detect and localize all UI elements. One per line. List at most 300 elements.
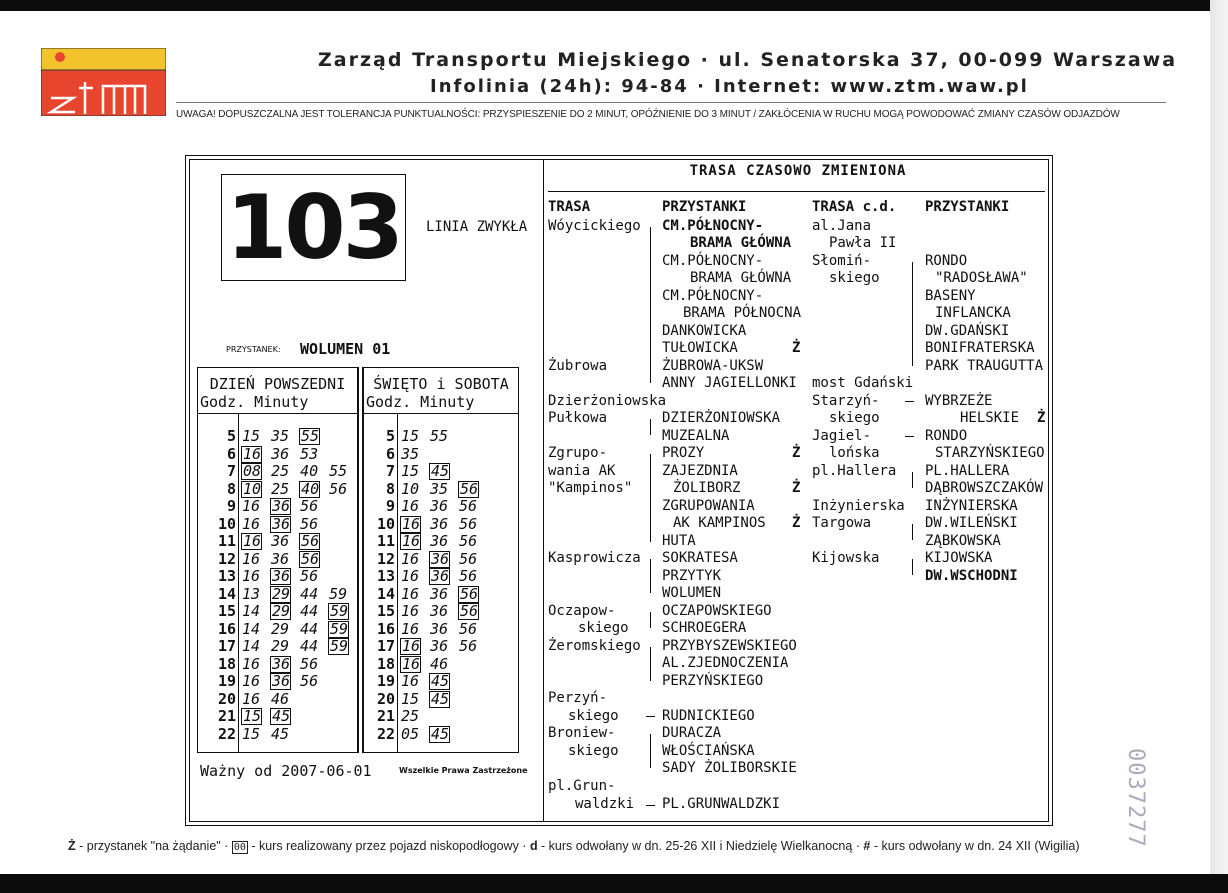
header-divider [176, 102, 1166, 103]
minute: 16 [401, 567, 420, 585]
departure-hour: 17 [376, 637, 395, 655]
route-street: skiego [568, 743, 619, 759]
legend-box-symbol: 00 [233, 842, 246, 853]
route-title: TRASA CZASOWO ZMIENIONA [689, 163, 907, 179]
route-stop: SOKRATESA [662, 550, 738, 566]
route-street: Dzierżoniowska [548, 393, 667, 409]
minute: 29 [271, 637, 290, 655]
departure-row [364, 568, 518, 586]
departure-row [364, 428, 518, 446]
route-col1-street-header: TRASA [548, 199, 591, 215]
route-stop: AK KAMPINOS [673, 515, 766, 531]
route-stop: HELSKIE [960, 410, 1020, 426]
minute: 16 [242, 689, 261, 708]
departure-hour: 6 [385, 444, 395, 463]
serial-number: 0037277 [1123, 748, 1148, 848]
minute: 16 [401, 549, 420, 568]
low-floor-minute: 16 [402, 654, 421, 673]
route-stop: SCHROEGERA [662, 620, 747, 636]
header-infoline: Infolinia (24h): 94-84 · Internet: www.ztm.waw.pl [430, 76, 1029, 97]
low-floor-minute: 56 [460, 584, 479, 603]
route-street: Starzyń- [812, 393, 880, 409]
route-street: Kasprowicza [548, 550, 641, 566]
minute: 15 [242, 724, 261, 743]
route-street: Wóycickiego [548, 218, 641, 234]
departure-row [198, 621, 357, 639]
minute: 40 [300, 462, 319, 480]
route-dash [905, 436, 914, 437]
route-stop: STARZYŃSKIEGO [935, 445, 1045, 461]
departure-hour: 22 [217, 724, 236, 743]
departure-hour: 5 [385, 427, 395, 445]
legend [68, 839, 1079, 854]
departure-minutes [241, 463, 357, 481]
route-connector [650, 419, 651, 435]
route-stop: ZAJEZDNIA [662, 463, 738, 479]
departure-minutes [400, 638, 487, 656]
minute: 25 [271, 462, 290, 480]
route-stop: WOLUMEN [662, 585, 722, 601]
departure-minutes [400, 603, 487, 621]
route-stop: BRAMA GŁÓWNA [690, 270, 792, 286]
route-stop: PL.HALLERA [925, 463, 1010, 479]
departure-hour: 11 [376, 532, 395, 550]
minute: 46 [271, 689, 290, 708]
low-floor-minute: 36 [272, 497, 291, 515]
departure-hour: 10 [376, 514, 395, 533]
departure-minutes [241, 656, 328, 674]
on-request-marker: Ż [792, 445, 801, 461]
minute: 59 [329, 584, 348, 603]
departure-row [198, 691, 357, 709]
low-floor-minute: 16 [402, 637, 421, 655]
route-connector [650, 454, 651, 542]
departure-row [198, 498, 357, 516]
minute: 36 [430, 602, 449, 620]
departure-hour: 8 [226, 479, 236, 498]
route-dash [646, 805, 655, 806]
departure-row [364, 516, 518, 534]
departure-hour: 14 [376, 584, 395, 603]
low-floor-minute: 10 [243, 479, 262, 498]
route-street: "Kampinos" [548, 480, 633, 496]
departure-row [198, 463, 357, 481]
weekday-title: DZIEŃ POWSZEDNI [209, 375, 346, 393]
departure-minutes [241, 516, 328, 534]
low-floor-minute: 56 [460, 602, 479, 620]
low-floor-minute: 56 [301, 532, 320, 550]
minute: 36 [271, 532, 290, 550]
route-stop: TUŁOWICKA [662, 340, 738, 356]
route-stop: RONDO [925, 428, 968, 444]
route-street: waldzki [575, 796, 635, 812]
departure-row [364, 533, 518, 551]
route-street: Zgrupo- [548, 445, 608, 461]
route-street: pl.Grun- [548, 778, 616, 794]
route-connector [650, 647, 651, 681]
departure-row [198, 428, 357, 446]
low-floor-minute: 45 [431, 689, 450, 708]
minute: 14 [242, 637, 261, 655]
departure-row [364, 638, 518, 656]
low-floor-minute: 16 [243, 532, 262, 550]
minute: 16 [242, 567, 261, 585]
low-floor-minute: 36 [431, 567, 450, 585]
weekday-subtitle: Godz. Minuty [200, 393, 309, 411]
minute: 56 [459, 567, 478, 585]
route-title-rule [548, 191, 1045, 192]
departure-row [198, 446, 357, 464]
departure-minutes [400, 533, 487, 551]
route-street: wania AK [548, 463, 616, 479]
departure-row [364, 673, 518, 691]
minute: 15 [401, 462, 420, 480]
low-floor-minute: 55 [301, 427, 320, 445]
stop-name: WOLUMEN 01 [300, 340, 391, 358]
departure-minutes [400, 656, 458, 674]
minute: 10 [401, 479, 420, 498]
departure-minutes [241, 481, 357, 499]
departure-row [198, 586, 357, 604]
departure-hour: 13 [217, 567, 236, 585]
weekday-header-rule [198, 413, 357, 414]
departure-row [364, 463, 518, 481]
minute: 36 [271, 549, 290, 568]
stop-label: PRZYSTANEK: [226, 345, 281, 354]
route-street: skiego [829, 410, 880, 426]
departure-hour: 18 [217, 654, 236, 673]
minute: 55 [329, 462, 348, 480]
route-stop: WYBRZEŻE [925, 393, 993, 409]
route-stop: DW.GDAŃSKI [925, 323, 1010, 339]
route-street: Słomiń- [812, 253, 872, 269]
low-floor-minute: 29 [272, 602, 291, 620]
route-stop: PL.GRUNWALDZKI [662, 796, 781, 812]
route-stop: DĄBROWSZCZAKÓW [925, 480, 1044, 496]
minute: 56 [329, 479, 348, 498]
weekday-rows [198, 428, 357, 743]
low-floor-minute: 15 [243, 707, 262, 725]
legend-z-symbol: Ż [68, 839, 76, 853]
departure-hour: 5 [226, 427, 236, 445]
minute: 25 [271, 479, 290, 498]
minute: 44 [300, 637, 319, 655]
minute: 14 [242, 602, 261, 620]
minute: 05 [401, 724, 420, 743]
route-stop: ANNY JAGIELLONKI [662, 375, 797, 391]
panel-divider [543, 159, 544, 822]
departure-row [198, 656, 357, 674]
minute: 15 [401, 689, 420, 708]
departure-hour: 13 [376, 567, 395, 585]
minute: 56 [459, 549, 478, 568]
route-stop: INŻYNIERSKA [925, 498, 1018, 514]
on-request-marker: Ż [792, 480, 801, 496]
minute: 46 [430, 654, 449, 673]
route-stop: AL.ZJEDNOCZENIA [662, 655, 789, 671]
departure-hour: 12 [217, 549, 236, 568]
route-stop: ŻUBROWA-UKSW [662, 358, 764, 374]
route-street: Żubrowa [548, 358, 608, 374]
holiday-timetable [363, 367, 519, 753]
departure-row [364, 586, 518, 604]
low-floor-minute: 36 [431, 549, 450, 568]
low-floor-minute: 45 [431, 672, 450, 690]
route-street: Pawła II [829, 235, 897, 251]
departure-minutes [241, 586, 357, 604]
departure-minutes [241, 568, 328, 586]
route-stop: BONIFRATERSKA [925, 340, 1035, 356]
route-connector [912, 262, 913, 366]
low-floor-minute: 16 [243, 444, 262, 463]
route-connector [650, 734, 651, 768]
departure-hour: 8 [385, 479, 395, 498]
departure-minutes [400, 428, 458, 446]
departure-minutes [241, 621, 357, 639]
minute: 36 [430, 497, 449, 515]
legend-part1: - przystanek "na żądanie" · [75, 839, 232, 853]
departure-minutes [241, 638, 357, 656]
minute: 13 [242, 584, 261, 603]
departure-hour: 10 [217, 514, 236, 533]
route-connector [650, 227, 651, 381]
departure-minutes [241, 533, 328, 551]
minute: 56 [300, 497, 319, 515]
departure-hour: 19 [217, 672, 236, 690]
departure-row [364, 726, 518, 744]
low-floor-minute: 45 [431, 724, 450, 743]
ztm-logo [41, 48, 166, 116]
departure-row [364, 446, 518, 464]
low-floor-minute: 40 [301, 479, 320, 498]
departure-row [198, 708, 357, 726]
route-street: Perzyń- [548, 690, 608, 706]
legend-part4: - kurs odwołany w dn. 24 XII (Wigilia) [870, 839, 1080, 853]
low-floor-minute: 56 [301, 549, 320, 568]
departure-minutes [400, 551, 487, 569]
route-street: Broniew- [548, 725, 616, 741]
departure-minutes [241, 691, 299, 709]
departure-minutes [400, 481, 487, 499]
legend-part3: - kurs odwołany w dn. 25-26 XII i Niedzielę Wielkanocną · [537, 839, 864, 853]
route-stop: PRZYTYK [662, 568, 722, 584]
minute: 56 [459, 497, 478, 515]
on-request-marker: Ż [792, 515, 801, 531]
departure-minutes [241, 673, 328, 691]
minute: 16 [401, 602, 420, 620]
departure-minutes [241, 551, 328, 569]
route-stop: PRZYBYSZEWSKIEGO [662, 638, 797, 654]
route-col1-stops-header: PRZYSTANKI [662, 199, 747, 215]
departure-hour: 6 [226, 444, 236, 463]
low-floor-minute: 45 [431, 462, 450, 480]
departure-row [364, 656, 518, 674]
departure-minutes [400, 621, 487, 639]
departure-row [364, 708, 518, 726]
minute: 56 [459, 532, 478, 550]
minute: 36 [430, 637, 449, 655]
minute: 16 [401, 672, 420, 690]
departure-row [364, 481, 518, 499]
departure-hour: 20 [376, 689, 395, 708]
minute: 44 [300, 619, 319, 638]
route-stop: BRAMA GŁÓWNA [690, 235, 792, 251]
minute: 35 [271, 427, 290, 445]
minute: 35 [430, 479, 449, 498]
valid-from: Ważny od 2007-06-01 [200, 762, 372, 780]
minute: 16 [401, 619, 420, 638]
departure-hour: 15 [376, 602, 395, 620]
departure-row [198, 533, 357, 551]
departure-row [198, 726, 357, 744]
departure-hour: 21 [376, 707, 395, 725]
departure-hour: 15 [217, 602, 236, 620]
route-stop: ŻOLIBORZ [673, 480, 741, 496]
line-type: LINIA ZWYKŁA [426, 219, 528, 235]
weekday-timetable [197, 367, 358, 753]
minute: 56 [300, 672, 319, 690]
route-stop: RUDNICKIEGO [662, 708, 755, 724]
route-stop: PERZYŃSKIEGO [662, 673, 764, 689]
route-street: Kijowska [812, 550, 880, 566]
departure-row [198, 603, 357, 621]
departure-minutes [400, 691, 458, 709]
low-floor-minute: 36 [272, 654, 291, 673]
minute: 56 [459, 637, 478, 655]
departure-row [364, 498, 518, 516]
low-floor-minute: 59 [330, 619, 349, 638]
scan-border-bottom [0, 874, 1228, 893]
route-connector [912, 559, 913, 575]
departure-minutes [400, 673, 458, 691]
on-request-marker: Ż [792, 340, 801, 356]
route-stop: RONDO [925, 253, 968, 269]
departure-row [364, 603, 518, 621]
route-street: Jagiel- [812, 428, 872, 444]
minute: 15 [242, 427, 261, 445]
minute: 56 [300, 514, 319, 533]
departure-row [198, 568, 357, 586]
departure-minutes [241, 428, 328, 446]
holiday-header-rule [364, 413, 518, 414]
legend-d-symbol: d [529, 839, 538, 853]
minute: 16 [242, 497, 261, 515]
holiday-subtitle: Godz. Minuty [366, 393, 475, 411]
departure-minutes [241, 446, 328, 464]
minute: 55 [430, 427, 449, 445]
route-stop: OCZAPOWSKIEGO [662, 603, 772, 619]
minute: 36 [430, 584, 449, 603]
scan-border-right [1210, 0, 1228, 893]
route-street: Pułkowa [548, 410, 608, 426]
departure-minutes [241, 498, 328, 516]
route-street: skiego [578, 620, 629, 636]
minute: 14 [242, 619, 261, 638]
route-stop: CM.PÓŁNOCNY- [662, 288, 764, 304]
departure-hour: 12 [376, 549, 395, 568]
departure-row [364, 621, 518, 639]
low-floor-minute: 29 [272, 584, 291, 603]
legend-hash-symbol: # [863, 839, 871, 853]
route-connector [912, 472, 913, 488]
route-stop: SADY ŻOLIBORSKIE [662, 760, 797, 776]
route-stop: CM.PÓŁNOCNY- [662, 218, 764, 234]
route-street: skiego [829, 270, 880, 286]
route-street: Żeromskiego [548, 638, 641, 654]
low-floor-minute: 08 [243, 462, 262, 480]
minute: 36 [430, 619, 449, 638]
route-dash [646, 716, 655, 717]
minute: 45 [271, 724, 290, 743]
departure-minutes [400, 446, 429, 464]
minute: 44 [300, 584, 319, 603]
departure-hour: 11 [217, 532, 236, 550]
departure-minutes [400, 586, 487, 604]
route-street: Inżynierska [812, 498, 905, 514]
minute: 36 [430, 514, 449, 533]
on-request-marker: Ż [1037, 410, 1046, 426]
route-street: pl.Hallera [812, 463, 897, 479]
minute: 56 [459, 514, 478, 533]
minute: 16 [242, 514, 261, 533]
route-stop: BASENY [925, 288, 976, 304]
line-number: 103 [226, 176, 401, 279]
minute: 53 [300, 444, 319, 463]
route-connector [650, 612, 651, 628]
minute: 56 [300, 567, 319, 585]
rights-reserved: Wszelkie Prawa Zastrzeżone [399, 766, 528, 775]
route-street: most Gdański [812, 375, 914, 391]
scan-border-top [0, 0, 1228, 11]
departure-row [364, 551, 518, 569]
departure-minutes [241, 708, 299, 726]
route-col2-street-header: TRASA c.d. [812, 199, 897, 215]
route-stop: KIJOWSKA [925, 550, 993, 566]
holiday-title: ŚWIĘTO i SOBOTA [373, 375, 509, 393]
departure-row [198, 551, 357, 569]
low-floor-minute: 45 [272, 707, 291, 725]
departure-row [364, 691, 518, 709]
minute: 36 [271, 444, 290, 463]
departure-row [198, 673, 357, 691]
route-stop: DURACZA [662, 725, 722, 741]
departure-row [198, 638, 357, 656]
route-stop: "RADOSŁAWA" [935, 270, 1028, 286]
departure-hour: 17 [217, 637, 236, 655]
departure-hour: 14 [217, 584, 236, 603]
legend-part2: - kurs realizowany przez pojazd niskopodłogowy · [247, 839, 530, 853]
low-floor-minute: 59 [330, 602, 349, 620]
departure-hour: 22 [376, 724, 395, 743]
minute: 16 [242, 654, 261, 673]
route-stop: MUZEALNA [662, 428, 730, 444]
minute: 16 [242, 672, 261, 690]
route-stop: HUTA [662, 533, 696, 549]
low-floor-minute: 56 [460, 479, 479, 498]
minute: 25 [401, 707, 420, 725]
route-street: skiego [568, 708, 619, 724]
route-stop: DW.WILEŃSKI [925, 515, 1018, 531]
departure-row [198, 516, 357, 534]
route-stop: DW.WSCHODNI [925, 568, 1018, 584]
minute: 56 [300, 654, 319, 673]
minute: 16 [242, 549, 261, 568]
route-col2-stops-header: PRZYSTANKI [925, 199, 1010, 215]
departure-hour: 16 [217, 619, 236, 638]
minute: 36 [430, 532, 449, 550]
route-street: Targowa [812, 515, 872, 531]
header-title: Zarząd Transportu Miejskiego · ul. Senatorska 37, 00-099 Warszawa [318, 49, 1178, 71]
